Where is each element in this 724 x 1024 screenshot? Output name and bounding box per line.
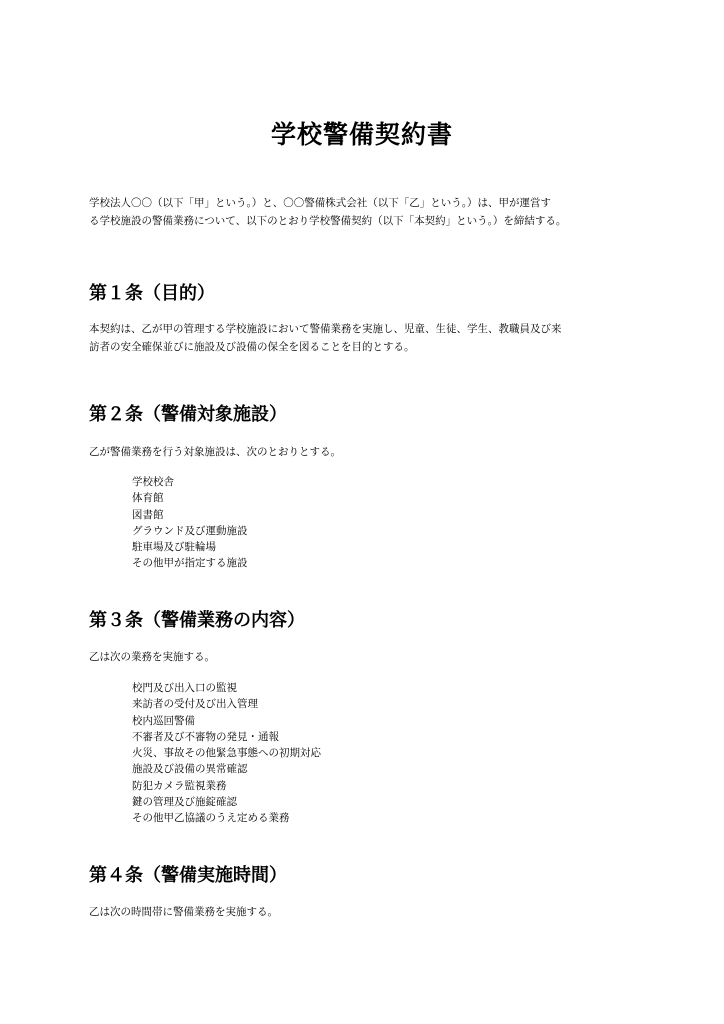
list-item: 図書館 <box>132 508 164 521</box>
list-item: 体育館 <box>132 492 164 505</box>
body-line: 乙が警備業務を行う対象施設は、次のとおりとする。 <box>89 446 341 458</box>
intro-line: る学校施設の警備業務について、以下のとおり学校警備契約（以下「本契約」という。）を締結する。 <box>89 215 567 227</box>
list-item: 防犯カメラ監視業務 <box>132 779 227 792</box>
list-item: その他甲が指定する施設 <box>132 557 248 570</box>
list-item: 来訪者の受付及び出入管理 <box>132 698 258 711</box>
list-item: 施設及び設備の異常確認 <box>132 763 248 776</box>
list-item: 火災、事故その他緊急事態への初期対応 <box>132 747 321 760</box>
body-line: 本契約は、乙が甲の管理する学校施設において警備業務を実施し、児童、生徒、学生、教職員及び来 <box>89 323 562 335</box>
body-line: 乙は次の業務を実施する。 <box>89 651 215 663</box>
body-line: 訪者の安全確保並びに施設及び設備の保全を図ることを目的とする。 <box>89 341 415 353</box>
list-item: 駐車場及び駐輪場 <box>132 541 216 554</box>
document-title: 学校警備契約書 <box>270 120 453 149</box>
article-3-heading: 第３条（警備業務の内容） <box>89 610 305 631</box>
article-2-heading: 第２条（警備対象施設） <box>89 404 287 425</box>
list-item: 鍵の管理及び施錠確認 <box>132 796 237 809</box>
article-3-list <box>132 680 321 827</box>
article-4-heading: 第４条（警備実施時間） <box>89 865 287 886</box>
body-line: 乙は次の時間帯に警備業務を実施する。 <box>89 906 278 918</box>
list-item: 校内巡回警備 <box>132 714 195 727</box>
list-item: その他甲乙協議のうえ定める業務 <box>132 812 290 825</box>
article-1-body <box>89 320 649 356</box>
list-item: 学校校舎 <box>132 476 174 488</box>
intro-line: 学校法人〇〇（以下「甲」という。）と、〇〇警備株式会社（以下「乙」という。）は、甲が運営す <box>89 197 551 209</box>
list-item: 校門及び出入口の監視 <box>132 682 237 694</box>
list-item: 不審者及び不審物の発見・通報 <box>132 730 279 743</box>
article-1-heading: 第１条（目的） <box>89 283 215 304</box>
list-item: グラウンド及び運動施設 <box>132 524 248 537</box>
article-4-body <box>89 903 649 921</box>
article-2-body <box>89 443 649 461</box>
article-3-body <box>89 648 649 666</box>
article-2-list <box>132 474 248 572</box>
intro-paragraph <box>89 194 649 230</box>
